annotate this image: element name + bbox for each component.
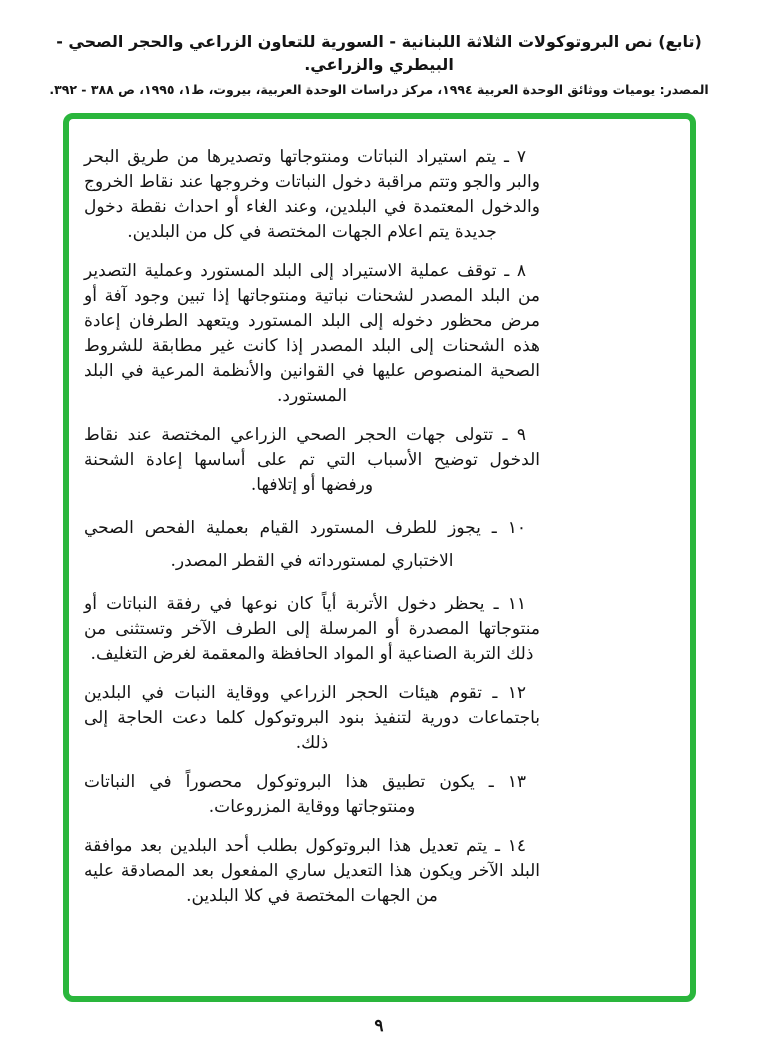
- protocol-clause-11: ١١ ـ يحظر دخول الأتربة أياً كان نوعها في رفقة النباتات أو منتوجاتها المصدرة أو المرسلة إلى الطرف الآخر وتستثنى من ذلك التربة الصناعية أو المواد الحافظة والمعقمة لغرض التغليف.: [84, 594, 540, 664]
- protocol-clause-13: ١٣ ـ يكون تطبيق هذا البروتوكول محصوراً في النباتات ومنتوجاتها ووقاية المزروعات.: [84, 772, 526, 817]
- protocol-text-column: [84, 145, 540, 923]
- protocol-clause-7: ٧ ـ يتم استيراد النباتات ومنتوجاتها وتصديرها من طريق البحر والبر والجو وتتم مراقبة دخول النباتات وخروجها عند نقاط الخروج والدخول المعتمدة في البلدين، وعند الغاء أو احداث نقطة دخول جديدة يتم اعلام الجهات المختصة في كل من البلدين.: [84, 147, 540, 242]
- protocol-clause-8: ٨ ـ توقف عملية الاستيراد إلى البلد المستورد وعملية التصدير من البلد المصدر لشحنات نباتية ومنتوجاتها إذا تبين وجود آفة أو مرض محظور دخوله إلى البلد المستورد ويتعهد الطرفان إعادة هذه الشحنات إلى البلد المصدر إذا كانت غير مطابقة للشروط الصحية المنصوص عليها في القوانين والأنظمة المرعية في البلد المستورد.: [84, 261, 540, 406]
- protocol-clause-14: ١٤ ـ يتم تعديل هذا البروتوكول بطلب أحد البلدين بعد موافقة البلد الآخر ويكون هذا التعديل ساري المفعول بعد المصادقة عليه من الجهات المختصة في كلا البلدين.: [84, 836, 540, 906]
- protocol-clause-9: ٩ ـ تتولى جهات الحجر الصحي الزراعي المختصة عند نقاط الدخول توضيح الأسباب التي تم على أساسها إعادة الشحنة ورفضها أو إتلافها.: [84, 425, 540, 495]
- page-header: [0, 0, 758, 97]
- protocol-clause-12: ١٢ ـ تقوم هيئات الحجر الزراعي ووقاية النبات في البلدين باجتماعات دورية لتنفيذ بنود البروتوكول كلما دعت الحاجة إلى ذلك.: [84, 683, 540, 753]
- page-number: ٩: [374, 1016, 384, 1036]
- protocol-clause-10: ١٠ ـ يجوز للطرف المستورد القيام بعملية الفحص الصحي الاختباري لمستورداته في القطر المصدر.: [84, 518, 526, 571]
- source-citation: المصدر: يوميات ووثائق الوحدة العربية ١٩٩٤، مركز دراسات الوحدة العربية، بيروت، ط١، ١٩٩٥، ص ٣٨٨ - ٣٩٢.: [49, 82, 709, 98]
- document-frame: [63, 113, 696, 1002]
- document-title: (تابع) نص البروتوكولات الثلاثة اللبنانية - السورية للتعاون الزراعي والحجر الصحي - البيطري والزراعي.: [56, 32, 702, 75]
